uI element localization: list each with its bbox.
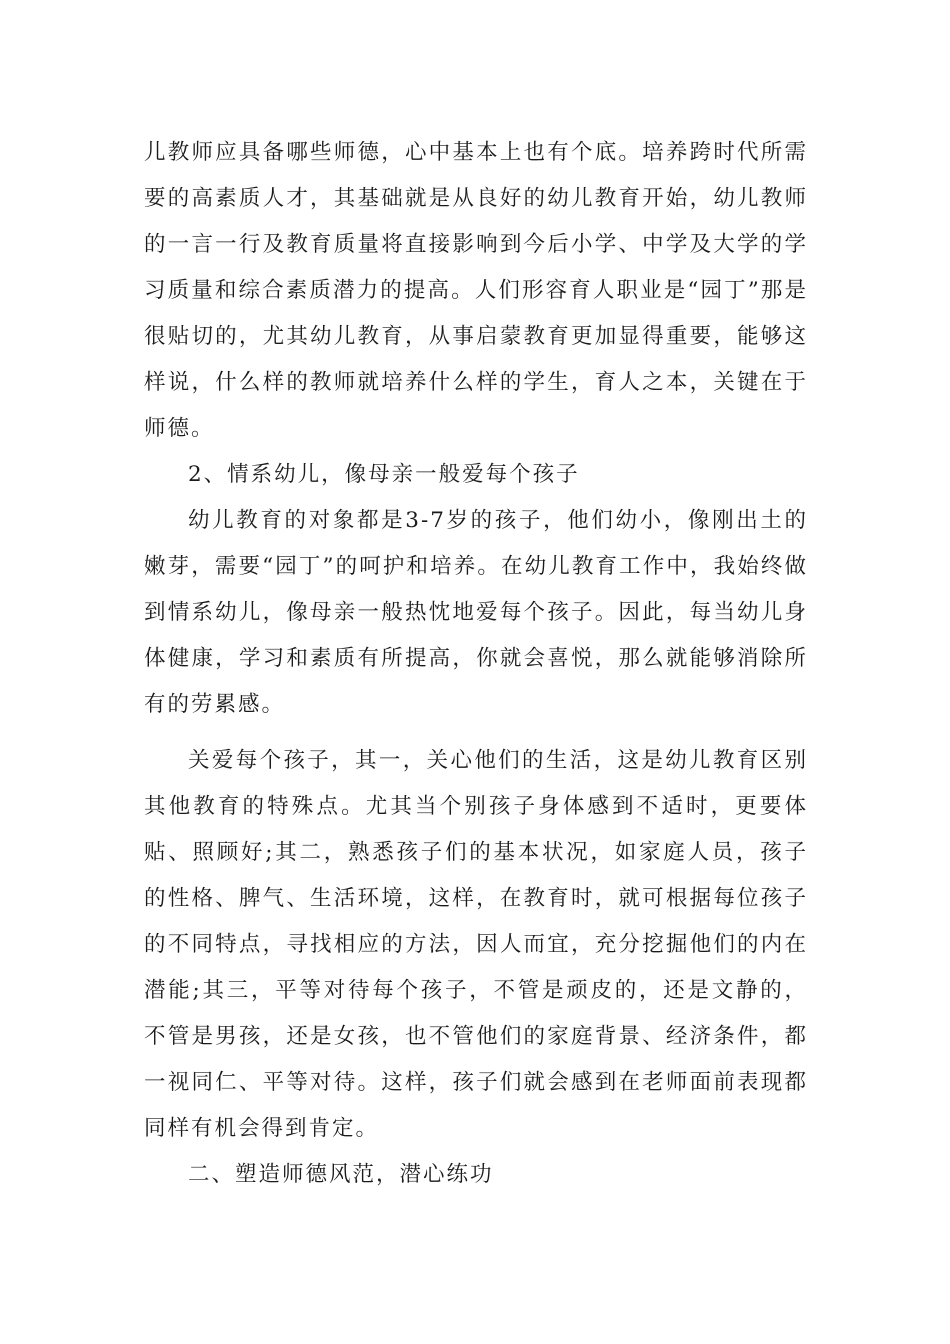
section-heading-two: 二、塑造师德风范，潜心练功 [188, 1162, 494, 1187]
paragraph-continuation: 儿教师应具备哪些师德，心中基本上也有个底。培养跨时代所需要的高素质人才，其基础就是从良好的幼儿教育开始，幼儿教师的一言一行及教育质量将直接影响到今后小学、中学及大学的学习质量和综合素质潜力的提高。人们形容育人职业是“园丁”那是很贴切的，尤其幼儿教育，从事启蒙教育更加显得重要，能够这样说，什么样的教师就培养什么样的学生，育人之本，关键在于师德。 [144, 140, 808, 441]
section-heading-2: 2、情系幼儿，像母亲一般爱每个孩子 [188, 462, 580, 487]
document-body [144, 130, 808, 1198]
paragraph-caring-each-child: 关爱每个孩子，其一，关心他们的生活，这是幼儿教育区别其他教育的特殊点。尤其当个别孩子身体感到不适时，更要体贴、照顾好;其二，熟悉孩子们的基本状况，如家庭人员，孩子的性格、脾气、生活环境，这样，在教育时，就可根据每位孩子的不同特点，寻找相应的方法，因人而宜，充分挖掘他们的内在潜能;其三，平等对待每个孩子，不管是顽皮的，还是文静的，不管是男孩，还是女孩，也不管他们的家庭背景、经济条件，都一视同仁、平等对待。这样，孩子们就会感到在老师面前表现都同样有机会得到肯定。 [144, 748, 808, 1141]
paragraph-children-education: 幼儿教育的对象都是3-7岁的孩子，他们幼小，像刚出土的嫩芽，需要“园丁”的呵护和培养。在幼儿教育工作中，我始终做到情系幼儿，像母亲一般热忱地爱每个孩子。因此，每当幼儿身体健康，学习和素质有所提高，你就会喜悦，那么就能够消除所有的劳累感。 [144, 508, 808, 717]
